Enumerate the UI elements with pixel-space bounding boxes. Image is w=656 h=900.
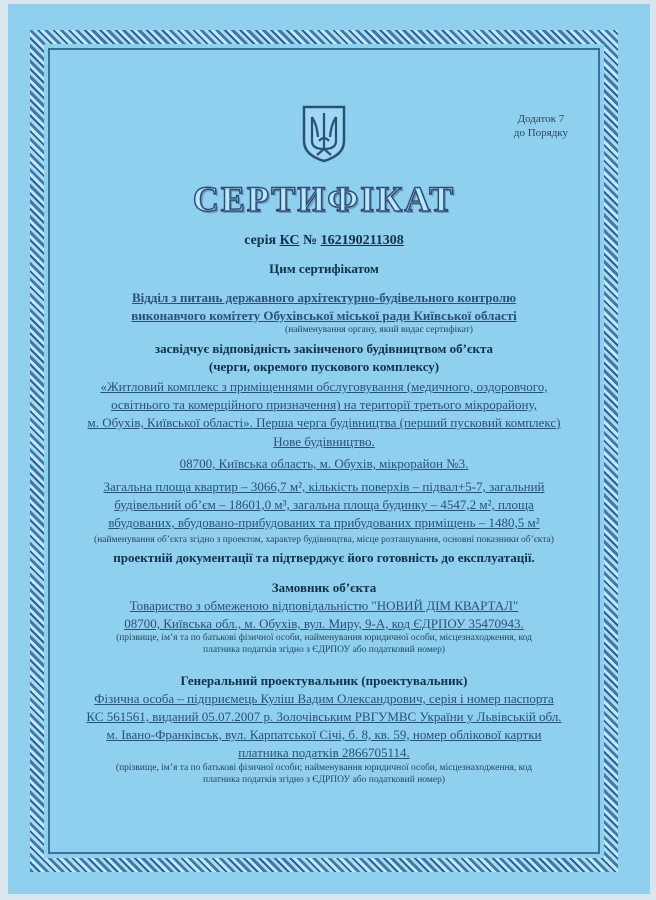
certificate-number: 162190211308 — [320, 233, 404, 248]
customer-heading: Замовник об’єкта — [271, 580, 377, 595]
series-prefix: серія — [244, 233, 277, 248]
issuer-line: Відділ з питань державного архітектурно-будівельного контролю — [131, 290, 517, 305]
certifies-line: засвідчує відповідність закінченого будівництвом об’єкта — [154, 341, 494, 356]
designer-line: м. Івано-Франківськ, вул. Карпатської Січі, б. 8, кв. 59, номер облікової картки — [106, 727, 542, 742]
annex-line: Додаток 7 — [517, 113, 565, 125]
object-line: вбудованих, вбудовано-прибудованих та прибудованих приміщень – 1480,5 м² — [108, 515, 540, 530]
object-line: м. Обухів, Київської області». Перша черга будівництва (перший пусковий комплекс) — [87, 415, 561, 430]
customer-caption: платника податків згідно з ЄДРПОУ або податковий номер) — [203, 645, 445, 655]
coat-of-arms-trident-icon — [301, 105, 347, 163]
annex-line: до Порядку — [513, 127, 568, 139]
object-line: будівельний об’єм – 18601,0 м³, загальна площа будинку – 4547,2 м², площа — [114, 497, 534, 512]
number-sign: № — [302, 233, 318, 248]
object-caption: (найменування об’єкта згідно з проектом, характер будівництва, місце розташування, основні показники об’єкта) — [94, 535, 554, 545]
object-address: 08700, Київська область, м. Обухів, мікрорайон №3. — [179, 456, 469, 471]
designer-caption: (прізвище, ім’я та по батькові фізичної особи; найменування юридичної особи, місцезнаходження, код — [115, 763, 533, 773]
document-title: СЕРТИФІКАТ — [192, 179, 456, 219]
issuer-caption: (найменування органу, який видає сертифікат) — [285, 325, 473, 335]
designer-caption: платника податків згідно з ЄДРПОУ або податковий номер) — [203, 775, 445, 785]
customer-line: 08700, Київська обл., м. Обухів, вул. Миру, 9-А, код ЄДРПОУ 35470943. — [124, 616, 524, 631]
object-line: Нове будівництво. — [273, 434, 375, 449]
issuer-line: виконавчого комітету Обухівської міської ради Київської області — [131, 308, 517, 323]
object-line: освітнього та комерційного призначення) на території третього мікрорайону, — [111, 397, 537, 412]
customer-line: Товариство з обмеженою відповідальністю "НОВИЙ ДІМ КВАРТАЛ" — [129, 598, 519, 613]
certificate-content — [60, 60, 588, 840]
designer-line: Фізична особа – підприємець Куліш Вадим Олександрович, серія і номер паспорта — [94, 691, 554, 706]
annex-note — [514, 112, 568, 140]
certifies-line: (черги, окремого пускового комплексу) — [208, 359, 440, 374]
customer-caption: (прізвище, ім’я та по батькові фізичної особи, найменування юридичної особи, місцезнаходження, код — [116, 633, 532, 643]
designer-line: платника податків 2866705114. — [238, 745, 410, 760]
conclusion-text: проектній документації та підтверджує його готовність до експлуатації. — [113, 550, 535, 565]
intro-text: Цим сертифікатом — [269, 261, 379, 276]
object-line: Загальна площа квартир – 3066,7 м², кількість поверхів – підвал+5-7, загальний — [103, 479, 545, 494]
series-code: КС — [279, 233, 300, 248]
designer-heading: Генеральний проектувальник (проектувальник) — [180, 673, 468, 688]
object-line: «Житловий комплекс з приміщеннями обслуговування (медичного, оздоровчого, — [100, 379, 548, 394]
designer-line: КС 561561, виданий 05.07.2007 р. Золочівським РВГУМВС України у Львівській обл. — [86, 709, 562, 724]
series-line — [60, 232, 588, 250]
